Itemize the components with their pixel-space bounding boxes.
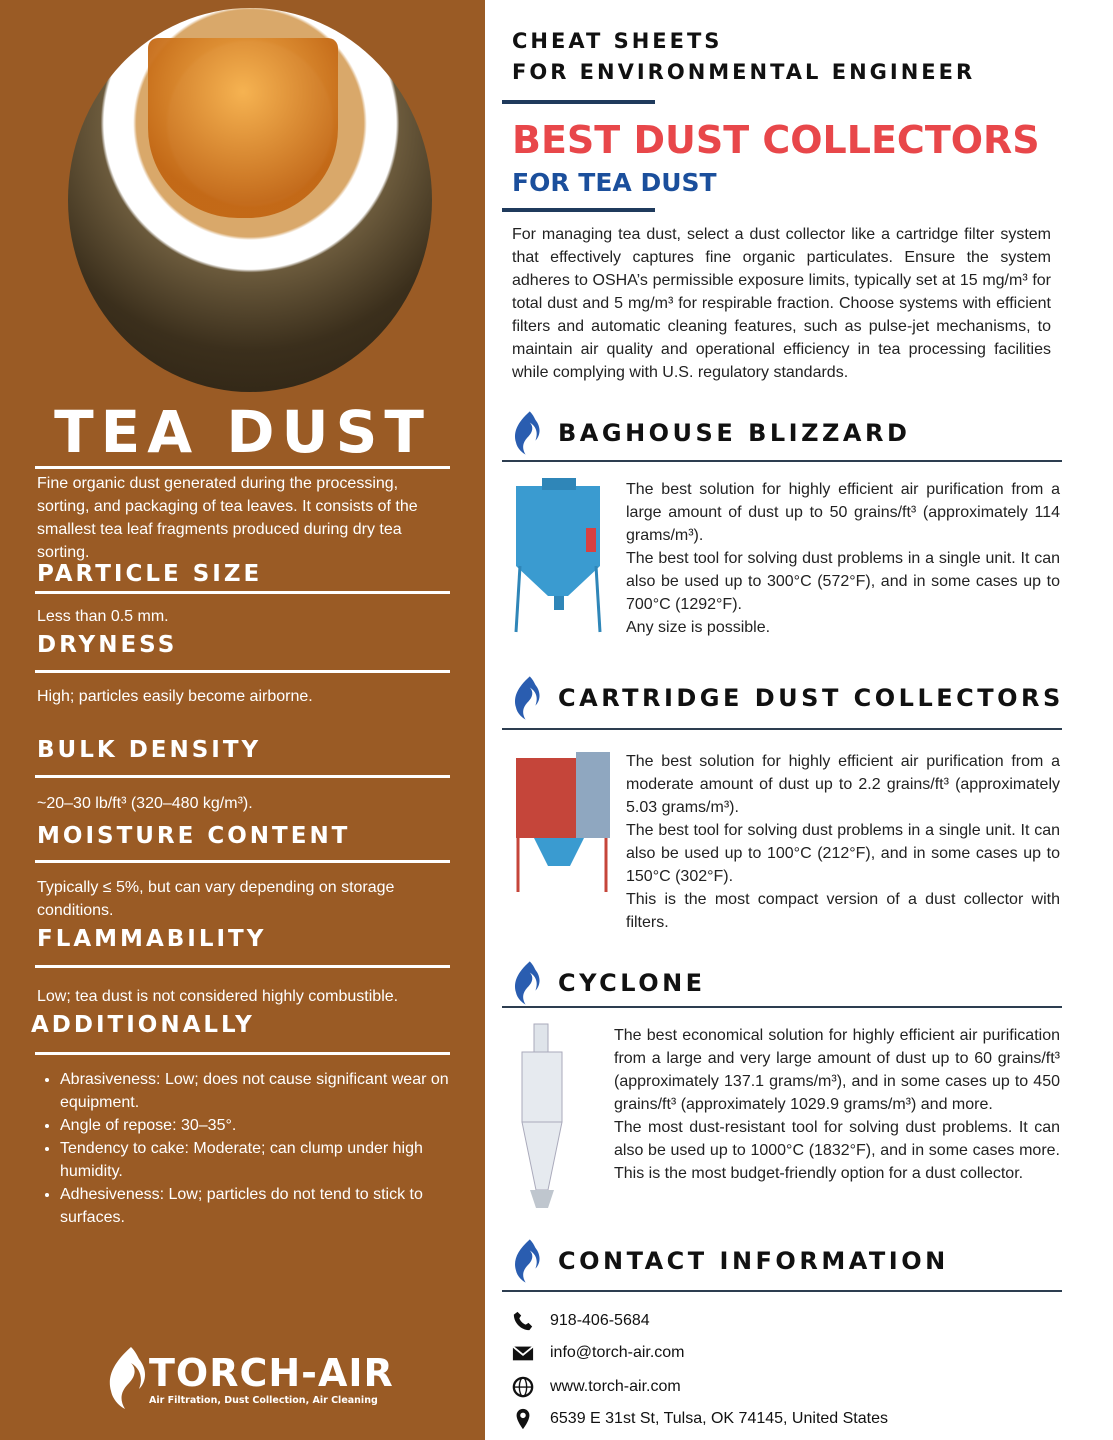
list-item: • Tendency to cake: Moderate; can clump under high humidity. (60, 1137, 450, 1183)
baghouse-image (512, 478, 604, 634)
heading-particle-size: PARTICLE SIZE (37, 561, 263, 587)
cyclone-description: The best economical solution for highly efficient air purification from a large and very large amount of dust up to 60 grains/ft³ (approximately 137.1 grams/m³), and in some cases up to 450 grains/ft³ (approximately 1029.9 grams/m³) and more. The most dust-resistant tool for solving dust problems. It can also be used up to 1000°C (1832°F), and in some cases more. This is the most budget-friendly option for a dust collector. (614, 1027, 1060, 1182)
baghouse-description: The best solution for highly efficient air purification from a large amount of dust up to 50 grains/ft³ (approximately 114 grams/m³). The best tool for solving dust problems in a single unit. It can also be used up to 300°C (572°F), and in some cases up to 700°C (1292°F). Any size is possible. (626, 481, 1060, 636)
logo-tagline: Air Filtration, Dust Collection, Air Cleaning (149, 1394, 378, 1406)
divider (35, 965, 450, 968)
page-title: BEST DUST COLLECTORS (512, 118, 1040, 162)
material-description: Fine organic dust generated during the processing, sorting, and packaging of tea leaves. It consists of the smallest tea leaf fragments produced during dry tea sorting. (37, 475, 418, 561)
section-heading: CARTRIDGE DUST COLLECTORS (558, 684, 1064, 712)
particle-size-text: Less than 0.5 mm. (37, 608, 169, 625)
divider (35, 775, 450, 778)
flame-icon (510, 1238, 544, 1284)
header-line-2: FOR ENVIRONMENTAL ENGINEER (512, 60, 976, 84)
heading-flammability: FLAMMABILITY (37, 926, 267, 952)
divider (35, 591, 450, 594)
flame-icon (510, 960, 544, 1006)
globe-icon (512, 1376, 534, 1398)
accent-bar (502, 100, 655, 104)
tea-cup-photo (68, 8, 432, 392)
divider (502, 1006, 1062, 1008)
divider (502, 460, 1062, 462)
left-panel (0, 0, 485, 1440)
section-heading: BAGHOUSE BLIZZARD (558, 419, 911, 447)
accent-bar (502, 208, 655, 212)
material-title: TEA DUST (54, 398, 431, 466)
contact-website (512, 1376, 681, 1398)
flammability-text: Low; tea dust is not considered highly combustible. (37, 988, 399, 1005)
website-link[interactable]: www.torch-air.com (550, 1378, 681, 1395)
section-heading: CONTACT INFORMATION (558, 1247, 949, 1275)
divider (35, 860, 450, 863)
divider (502, 728, 1062, 730)
section-baghouse (510, 410, 910, 456)
page-subtitle: FOR TEA DUST (512, 168, 717, 197)
logo-name: TORCH-AIR (149, 1350, 394, 1395)
header-line-1: CHEAT SHEETS (512, 29, 723, 53)
list-item: • Adhesiveness: Low; particles do not tend to stick to surfaces. (60, 1183, 450, 1229)
section-heading: CYCLONE (558, 969, 706, 997)
location-pin-icon (512, 1408, 534, 1430)
dryness-text: High; particles easily become airborne. (37, 688, 313, 705)
moisture-content-text: Typically ≤ 5%, but can vary depending on storage conditions. (37, 879, 395, 919)
divider (502, 1290, 1062, 1292)
heading-dryness: DRYNESS (37, 632, 178, 658)
cartridge-description: The best solution for highly efficient air purification from a moderate amount of dust up to 2.2 grains/ft³ (approximately 5.03 grams/m³). The best tool for solving dust problems in a single unit. It can also be used up to 100°C (212°F), and in some cases up to 150°C (302°F). This is the most compact version of a dust collector with filters. (626, 753, 1060, 931)
cyclone-image (512, 1022, 572, 1212)
heading-additionally: ADDITIONALLY (31, 1012, 255, 1038)
email-icon (512, 1342, 534, 1364)
flame-icon (510, 675, 544, 721)
section-contact (510, 1238, 949, 1284)
heading-bulk-density: BULK DENSITY (37, 737, 262, 763)
section-cartridge (510, 675, 1064, 721)
list-item: • Abrasiveness: Low; does not cause significant wear on equipment. (60, 1068, 450, 1114)
divider (35, 1052, 450, 1055)
contact-email (512, 1342, 685, 1364)
phone-icon (512, 1310, 534, 1332)
intro-text: For managing tea dust, select a dust collector like a cartridge filter system that effectively captures fine organic particulates. Ensure the system adheres to OSHA’s permissible exposure limits, typically set at 15 mg/m³ for total dust and 5 mg/m³ for respirable fraction. Choose systems with efficient filters and automatic cleaning features, such as pulse-jet mechanisms, to maintain air quality and operational efficiency in tea processing facilities while complying with U.S. regulatory standards. (512, 226, 1051, 381)
flame-icon (105, 1345, 149, 1411)
bulk-density-text: ~20–30 lb/ft³ (320–480 kg/m³). (37, 795, 253, 812)
torch-air-logo (105, 1345, 394, 1411)
divider (35, 670, 450, 673)
flame-icon (510, 410, 544, 456)
email-link[interactable]: info@torch-air.com (550, 1344, 685, 1361)
phone-number[interactable]: 918-406-5684 (550, 1312, 650, 1329)
address-text: 6539 E 31st St, Tulsa, OK 74145, United States (550, 1410, 888, 1427)
list-item: • Angle of repose: 30–35°. (60, 1114, 450, 1137)
section-cyclone (510, 960, 706, 1006)
contact-phone (512, 1310, 650, 1332)
cheat-sheet-header (512, 26, 1060, 88)
additional-list (40, 1068, 450, 1229)
divider (35, 466, 450, 469)
heading-moisture-content: MOISTURE CONTENT (37, 823, 351, 849)
contact-address (512, 1408, 888, 1430)
cartridge-collector-image (514, 748, 612, 894)
